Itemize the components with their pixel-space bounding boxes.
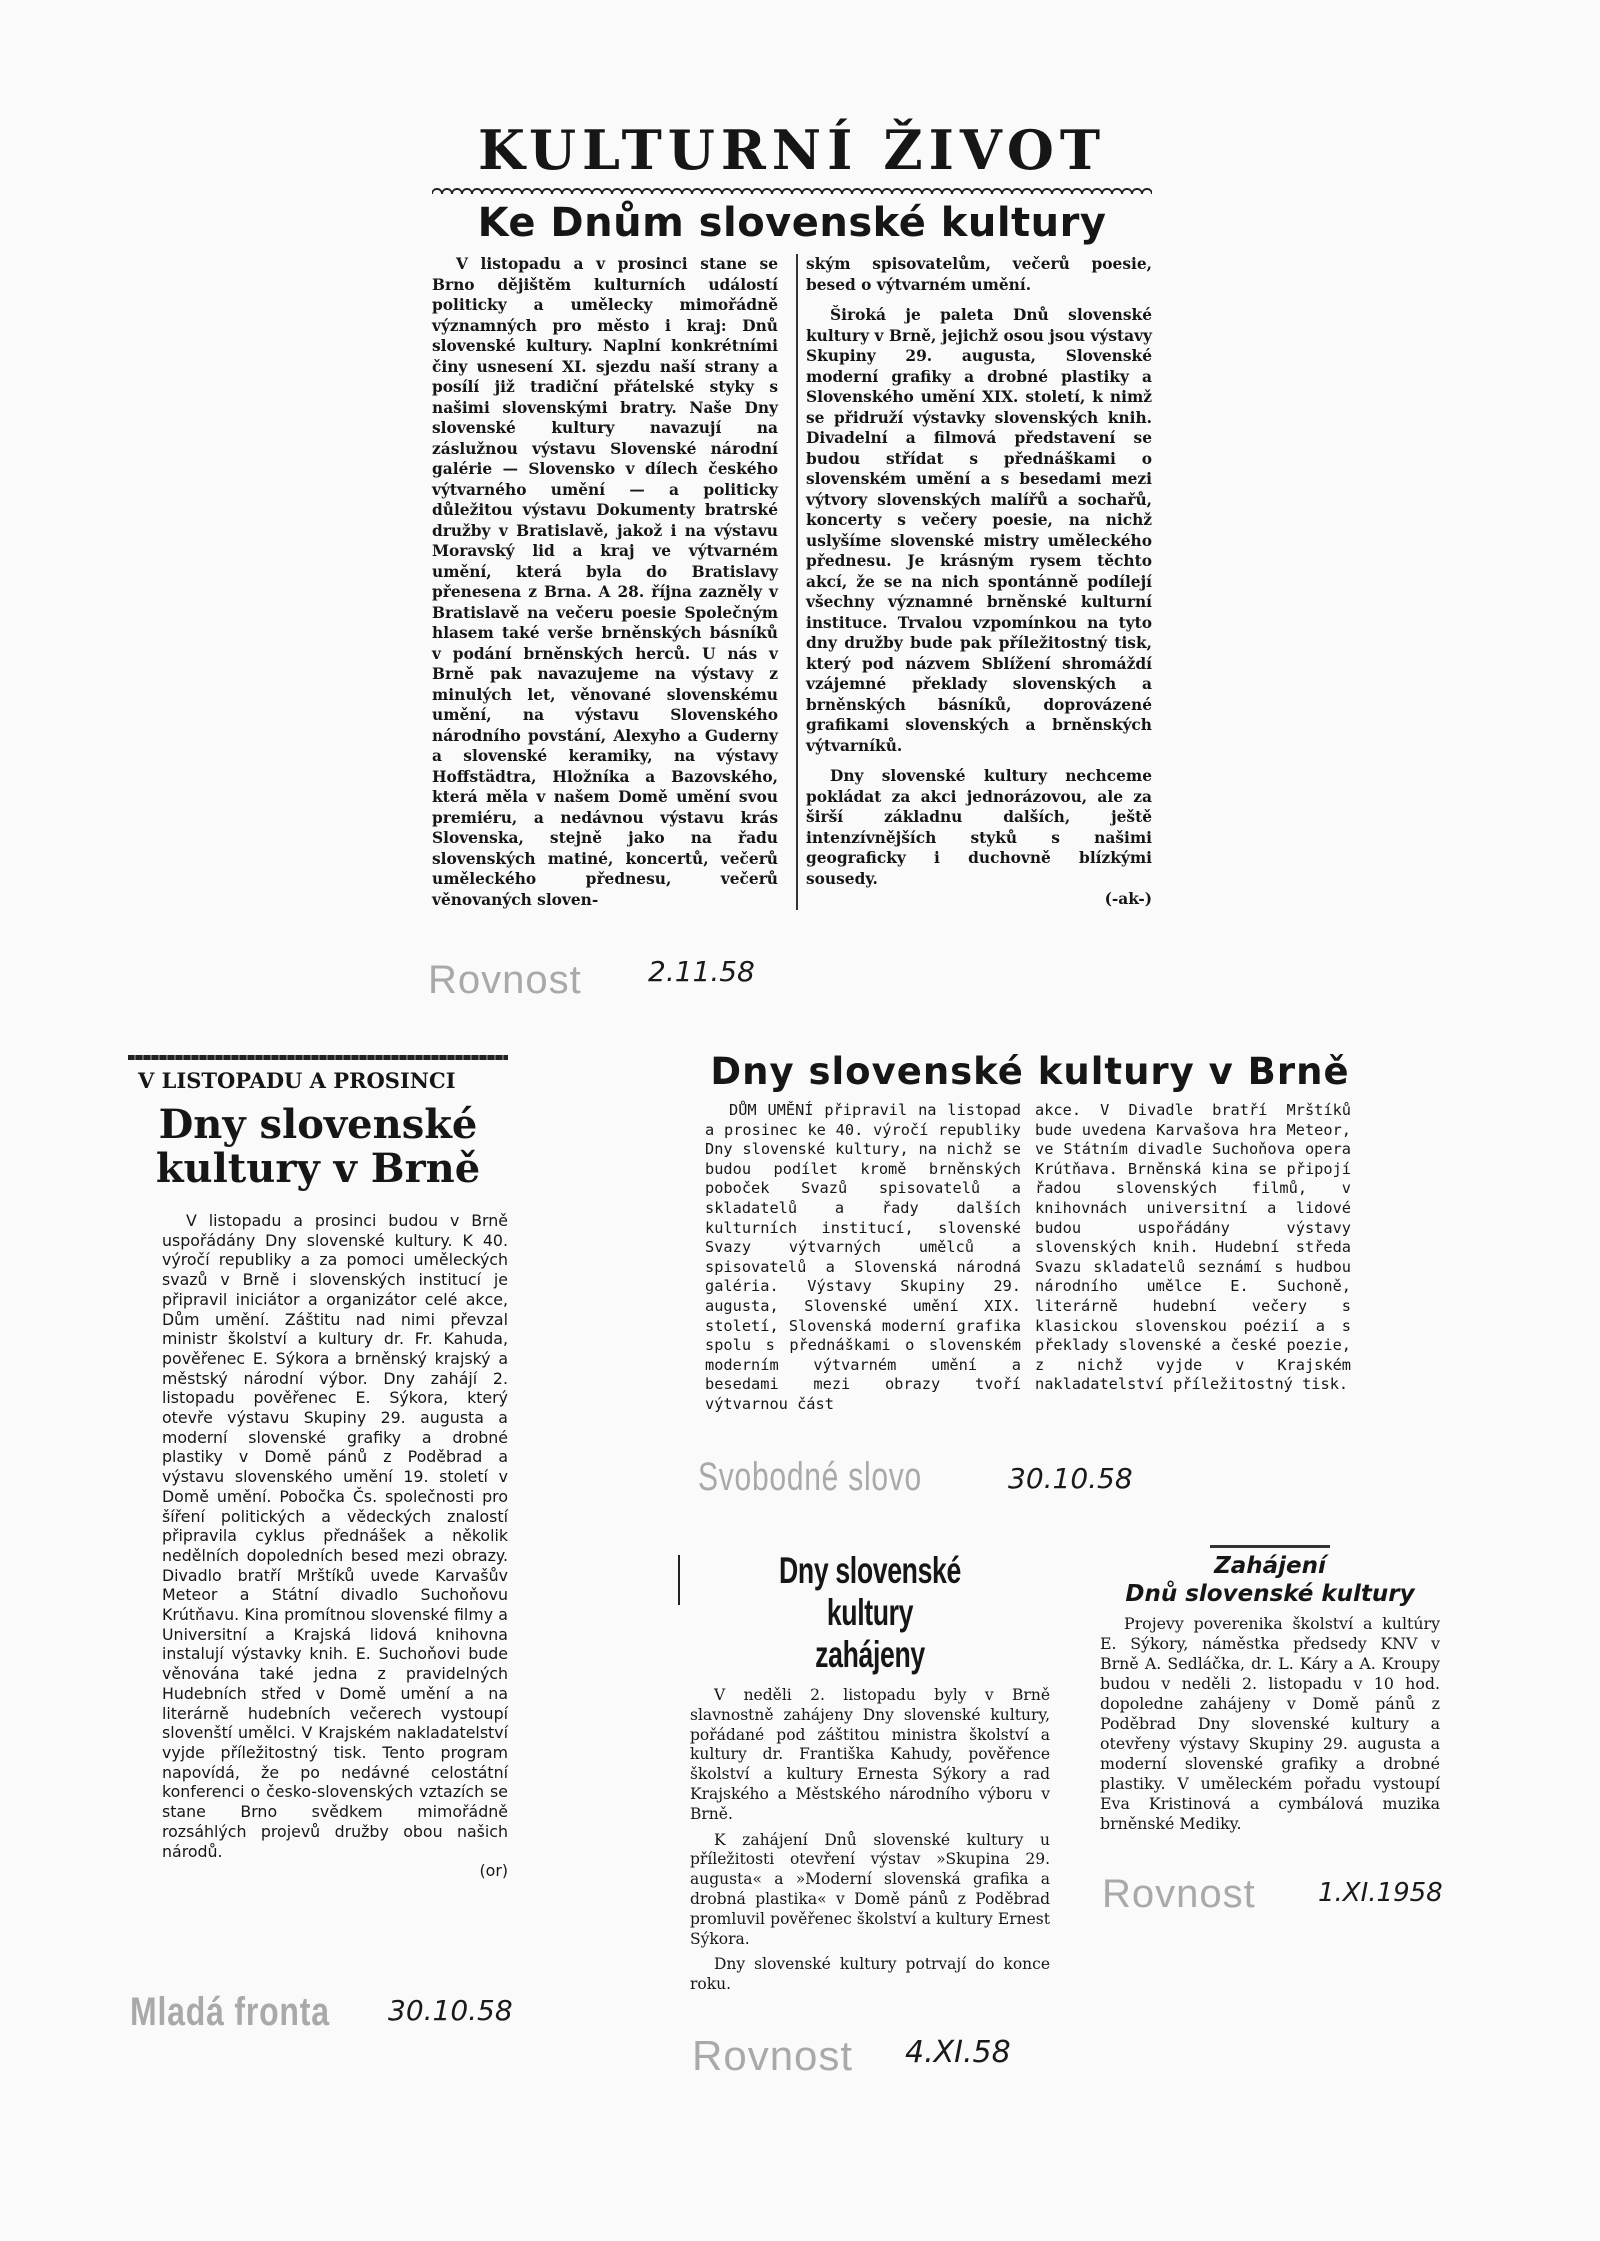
article-paragraph: Projevy poverenika školství a kultúry E. Sýkory, náměstka předsedy KNV v Brně A. Sedláčka, dr. L. Káry a A. Kroupy budou v neděli 2. listopadu v 10 hod. dopoledne zahájeny v Domě pánů z Poděbrad Dny slovenské kultury a otevřeny výstavy Skupiny 29. augusta a moderní slovenské grafiky a drobné plastiky. V uměleckém pořadu vystoupí Eva Kristinová a cymbálová muzika brněnské Mediky. [1100, 1614, 1440, 1833]
clipping-ke-dnum-slovenske-kultury [432, 118, 1152, 910]
source-stamp: Svobodné slovo [698, 1455, 922, 1499]
handwritten-date: 4.XI.58 [905, 2035, 1011, 2070]
clipping-dny-slovenske-kultury-v-brne-mf [128, 1055, 508, 1881]
article-paragraph: Široká je paleta Dnů slovenské kultury v Brně, jejichž osou jsou výstavy Skupiny 29. augusta, Slovenské moderní grafiky a drobné plastiky a Slovenského umění XIX. století, k nimž se přidruží výstavky slovenských knih. Divadelní a filmová představení se budou střídat s přednáškami o slovenském umění a s besedami mezi výtvory slovenských malířů a sochařů, koncerty s večery poesie, na nichž uslyšíme slovenské mistry uměleckého přednesu. Je krásným rysem těchto akcí, že se na nich spontánně podílejí všechny významné brněnské kulturní instituce. Trvalou vzpomínkou na tyto dny družby bude pak příležitostný tisk, který pod názvem Sblížení shromáždí vzájemné překlady slovenských a brněnských básníků, doprovázené grafikami slovenských a brněnských výtvarníků. [806, 306, 1152, 755]
source-stamp: Rovnost [1102, 1872, 1256, 1916]
article-column-1 [705, 1101, 1021, 1415]
headline-line-1: Dny slovenské kultury [779, 1550, 961, 1633]
article-headline [1100, 1552, 1440, 1608]
decorative-wavy-rule [432, 184, 1152, 194]
article-paragraph: V listopadu a prosinci budou v Brně uspořádány Dny slovenské kultury. K 40. výročí republiky a za pomoci uměleckých svazů v Brně i slovenských institucí je připravil iniciátor a organizátor celé akce, Dům umění. Záštitu nad nimi převzal ministr školství a kultury dr. Fr. Kahuda, pověřenec E. Sýkora a brněnský krajský a městský národní výbor. Dny zahájí 2. listopadu pověřenec E. Sýkora, který otevře výstavu Skupiny 29. augusta a moderní slovenské grafiky a drobné plastiky v Domě pánů z Poděbrad a výstavu slovenského umění 19. století v Domě umění. Pobočka Čs. společnosti pro šíření politických a vědeckých znalostí připravila cyklus přednášek a několik nedělních dopoledních besed mezi obrazy. Divadlo bratří Mrštíků uvede Karvašův Meteor a Státní divadlo Suchoňovu Krútňavu. Kina promítnou slovenské filmy a Universitní a Krajská lidová knihovna instalují výstavky knih. E. Suchoňovi bude věnována také jedna z pravidelných Hudebních střed v Domě umění a na literárně hudebních večerech vystoupí slovenští umělci. V Krajském nakladatelství vyjde příležitostný tisk. Tento program napovídá, že po nedávné celostátní konferenci o česko-slovenských vztazích se stane Brno svědkem mimořádně rozsáhlých projevů družby obou našich národů. [162, 1211, 508, 1861]
article-column-2 [796, 254, 1152, 910]
section-title: KULTURNÍ ŽIVOT [477, 118, 1107, 182]
article-paragraph: K zahájení Dnů slovenské kultury u příležitosti otevření výstav »Skupina 29. augusta« a »Moderní slovenská grafika a drobná plastika« v Domě pánů z Poděbrad promluvil pověřenec školství a kultury Ernest Sýkora. [690, 1830, 1050, 1948]
headline-line-2: kultury v Brně [155, 1145, 481, 1192]
column-rule [678, 1555, 680, 1605]
handwritten-date: 30.10.58 [1008, 1462, 1133, 1495]
top-rule [1210, 1545, 1330, 1548]
article-paragraph: DŮM UMĚNÍ připravil na listopad a prosinec ke 40. výročí republiky Dny slovenské kultury, na nichž se budou podílet kromě brněnských poboček Svazů spisovatelů a skladatelů a řady dalších kulturních institucí, slovenské Svazy výtvarných umělců a spisovatelů a Slovenská národná galéria. Výstavy Skupiny 29. augusta, Slovenské umění XIX. století, Slovenská moderní grafika spolu s přednáškami o slovenském moderním výtvarném umění a besedami mezi obrazy tvoří výtvarnou část [705, 1101, 1021, 1413]
headline-line-1: Zahájení [1214, 1553, 1326, 1579]
article-paragraph: Dny slovenské kultury nechceme pokládat za akci jednorázovou, ale za širší základnu dalších, ještě intenzívnějších styků s našimi geograficky i duchovně blízkými sousedy. [806, 767, 1152, 888]
article-headline [128, 1103, 508, 1191]
article-paragraph: akce. V Divadle bratří Mrštíků bude uvedena Karvašova hra Meteor, ve Státním divadle Suchoňova opera Krútňava. Brněnská kina se připojí řadou slovenských filmů, v knihovnách universitní a lidové budou uspořádány výstavy slovenských knih. Hudební středa Svazu skladatelů seznámí s hudbou národního umělce E. Suchoně, literárně hudební večery s klasickou slovenskou poézií a s překlady slovenské a české poezie, z nichž vyjde v Krajském nakladatelství příležitostný tisk. [1035, 1101, 1351, 1394]
author-signature: (-ak-) [1104, 890, 1152, 908]
headline-line-2: Dnů slovenské kultury [1125, 1581, 1415, 1607]
article-headline: Dny slovenské kultury v Brně [710, 1050, 1350, 1093]
headline-line-1: Dny slovenské [158, 1101, 478, 1148]
article-paragraph: V neděli 2. listopadu byly v Brně slavnostně zahájeny Dny slovenské kultury, pořádané pod záštitou ministra školství a kultury dr. Františka Kahudy, pověřence školství a kultury Ernesta Sýkory a rad Krajského a Městského národního výboru v Brně. [690, 1686, 1050, 1823]
article-columns [705, 1101, 1355, 1415]
article-headline [740, 1550, 999, 1676]
article-body [1100, 1614, 1440, 1834]
article-column-2 [1035, 1101, 1351, 1415]
article-body [128, 1211, 508, 1881]
clipping-dny-slovenske-kultury-zahajeny [690, 1550, 1050, 1995]
author-signature: (or) [479, 1861, 508, 1881]
top-rule [128, 1055, 508, 1060]
article-paragraph: ským spisovatelům, večerů poesie, besed o výtvarném umění. [806, 255, 1152, 294]
handwritten-date: 1.XI.1958 [1318, 1878, 1443, 1908]
source-stamp: Rovnost [692, 2032, 854, 2079]
handwritten-date: 30.10.58 [388, 1994, 513, 2027]
article-paragraph: Dny slovenské kultury potrvají do konce roku. [690, 1955, 1050, 1994]
article-kicker: V LISTOPADU A PROSINCI [138, 1068, 456, 1093]
article-body [690, 1686, 1050, 1995]
article-paragraph: V listopadu a v prosinci stane se Brno dějištěm kulturních událostí politicky a umělecky mimořádně významných pro město i kraj: Dnů slovenské kultury. Naplní konkrétními činy usnesení XI. sjezdu naší strany a posílí již tradiční přátelské styky s našimi slovenskými bratry. Naše Dny slovenské kultury navazují na záslužnou výstavu Slovenské národní galérie — Slovensko v dílech českého výtvarného umění — a politicky důležitou výstavu Dokumenty bratrské družby v Bratislavě, jakož i na výstavu Moravský lid a kraj ve výtvarném umění, která byla do Bratislavy přenesena z Brna. A 28. října zazněly v Bratislavě na večeru poesie Společným hlasem také verše brněnských básníků v podání brněnských herců. U nás v Brně pak navazujeme na výstavy z minulých let, věnované slovenskému umění, na výstavu Slovenského národního povstání, Alexyho a Guderny a slovenské keramiky, na výstavy Hoffstädtra, Hložníka a Bazovského, která měla v našem Domě umění svou premiéru, a nedávnou výstavu krás Slovenska, stejně jako na řadu slovenských matiné, koncertů, večerů uměleckého přednesu, večerů věnovaných sloven- [432, 255, 778, 909]
handwritten-date: 2.11.58 [648, 955, 755, 988]
source-stamp: Rovnost [428, 958, 582, 1002]
clipping-zahajeni-dnu-slovenske-kultury [1100, 1545, 1440, 1834]
article-column-1 [432, 254, 778, 910]
article-columns [432, 254, 1152, 910]
article-headline: Ke Dnům slovenské kultury [477, 200, 1107, 246]
source-stamp: Mladá fronta [130, 1990, 330, 2034]
headline-line-2: zahájeny [815, 1634, 925, 1675]
clipping-dny-slovenske-kultury-v-brne-ss [705, 1050, 1355, 1415]
